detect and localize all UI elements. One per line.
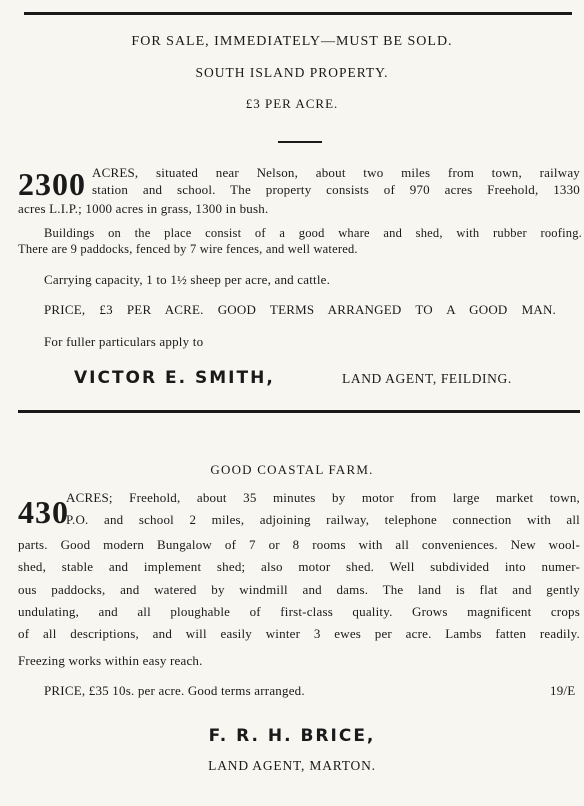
ad1-acres-number: 2300 — [18, 166, 86, 202]
ad2-agent-name: F. R. H. BRICE, — [208, 726, 376, 746]
ad2-line-5: ous paddocks, and watered by windmill and dams. The land is flat and gently — [18, 582, 580, 597]
short-divider — [278, 141, 322, 143]
middle-rule — [18, 410, 580, 413]
ad2-line-4: shed, stable and implement shed; also motor shed. Well subdivided into numer- — [18, 559, 580, 574]
ad2-line-7: of all descriptions, and will easily winter 3 ewes per acre. Lambs fatten readily. — [18, 626, 580, 641]
ad1-price: PRICE, £3 PER ACRE. GOOD TERMS ARRANGED TO A GOOD MAN. — [44, 302, 556, 317]
ad2-agent-title: LAND AGENT, MARTON. — [208, 758, 376, 773]
ad1-heading-2: SOUTH ISLAND PROPERTY. — [195, 65, 389, 80]
ad1-body-line-3: acres L.I.P.; 1000 acres in grass, 1300 in bush. — [18, 201, 269, 216]
ad1-para2-line-1: Buildings on the place consist of a good whare and shed, with rubber roofing. — [44, 226, 582, 240]
ad2-line-3: parts. Good modern Bungalow of 7 or 8 rooms with all conveniences. New wool- — [18, 537, 580, 552]
top-rule — [24, 12, 572, 15]
ad1-agent-name: VICTOR E. SMITH, — [74, 368, 275, 388]
ad2-line-8: Freezing works within easy reach. — [18, 653, 203, 668]
ad2-code: 19/E — [550, 683, 576, 698]
ad1-body-line-2: station and school. The property consists of 970 acres Freehold, 1330 — [92, 182, 580, 197]
ad1-para2-line-2: There are 9 paddocks, fenced by 7 wire fences, and well watered. — [18, 242, 358, 256]
ad1-body-line-1: ACRES, situated near Nelson, about two miles from town, railway — [92, 165, 580, 180]
ad2-price: PRICE, £35 10s. per acre. Good terms arranged. — [44, 683, 305, 698]
ad1-heading-3: £3 PER ACRE. — [245, 96, 339, 111]
ad2-acres-number: 430 — [18, 494, 69, 530]
ad2-heading: GOOD COASTAL FARM. — [210, 462, 374, 477]
ad2-line-6: undulating, and all ploughable of first-class quality. Grows magnificent crops — [18, 604, 580, 619]
ad1-particulars: For fuller particulars apply to — [44, 334, 204, 349]
ad1-agent-title: LAND AGENT, FEILDING. — [342, 371, 512, 386]
ad1-carrying: Carrying capacity, 1 to 1½ sheep per acre, and cattle. — [44, 272, 331, 287]
ad1-heading-1: FOR SALE, IMMEDIATELY—MUST BE SOLD. — [131, 34, 453, 49]
ad2-line-1: ACRES; Freehold, about 35 minutes by motor from large market town, — [66, 490, 580, 505]
ad2-line-2: P.O. and school 2 miles, adjoining railway, telephone connection with all — [66, 512, 580, 527]
